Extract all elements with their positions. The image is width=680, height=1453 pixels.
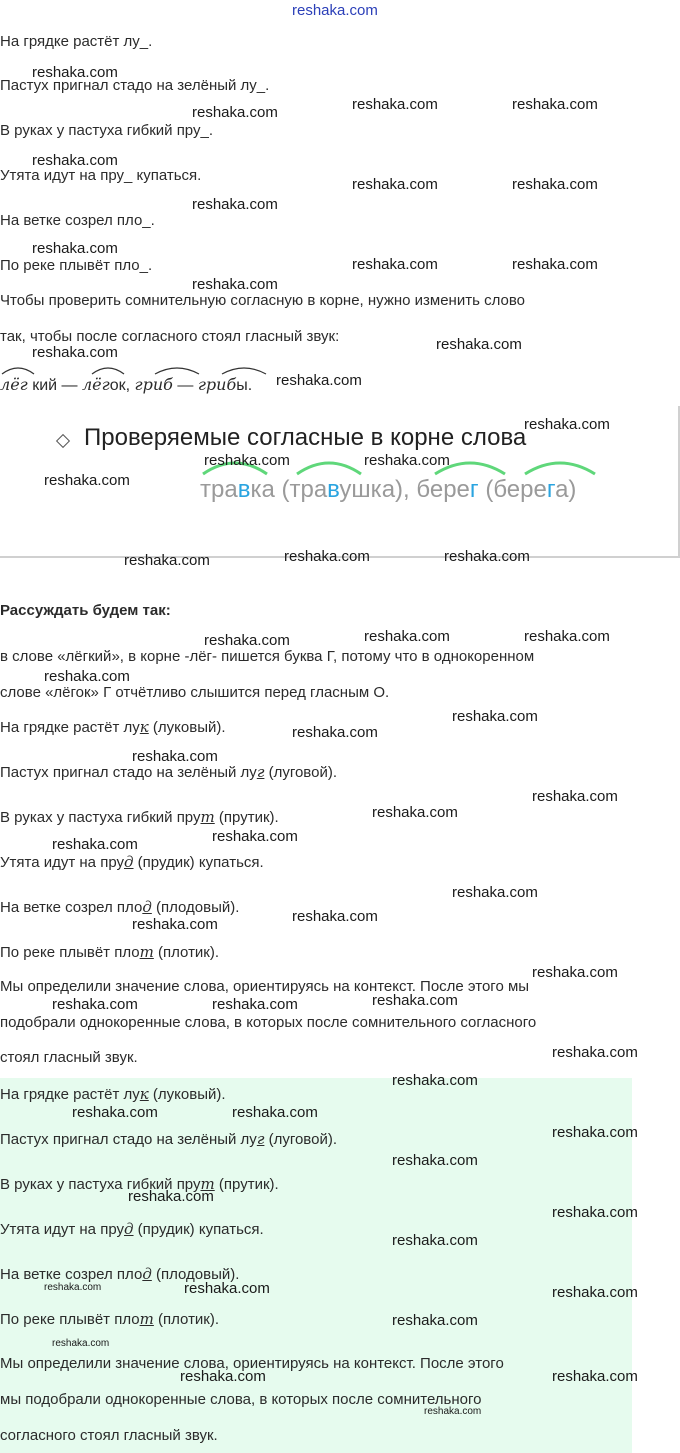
answer-line: В руках у пастуха гибкий прут (прутик).: [0, 1175, 279, 1193]
watermark: reshaka.com: [212, 996, 298, 1013]
answer-letter: т: [139, 943, 154, 961]
watermark: reshaka.com: [52, 1338, 110, 1349]
answer-letter: д: [124, 1220, 134, 1238]
answer-line: Пастух пригнал стадо на зелёный луг (луговой).: [0, 763, 337, 781]
watermark: reshaka.com: [524, 628, 610, 645]
answer-letter: к: [139, 718, 149, 736]
watermark: reshaka.com: [392, 1232, 478, 1249]
reasoning-text: в слове «лёгкий», в корне -лёг- пишется буква Г, потому что в однокоренном: [0, 648, 535, 665]
example-word: лёг: [81, 375, 110, 394]
watermark: reshaka.com: [552, 1204, 638, 1221]
reasoning-heading: Рассуждать будем так:: [0, 602, 171, 619]
watermark: reshaka.com: [552, 1368, 638, 1385]
exercise-line: В руках у пастуха гибкий пру_.: [0, 122, 213, 139]
answer-letter: т: [200, 1175, 215, 1193]
example-part: тра: [200, 476, 238, 503]
watermark: reshaka.com: [284, 548, 370, 565]
root-arc: [0, 362, 300, 376]
example-part: (бере: [478, 476, 547, 503]
site-header[interactable]: reshaka.com: [292, 2, 378, 19]
watermark: reshaka.com: [532, 788, 618, 805]
watermark: reshaka.com: [552, 1284, 638, 1301]
watermark: reshaka.com: [204, 632, 290, 649]
answer-line: Пастух пригнал стадо на зелёный луг (луговой).: [0, 1130, 337, 1148]
watermark: reshaka.com: [452, 884, 538, 901]
answer-line: На ветке созрел плод (плодовый).: [0, 1265, 240, 1283]
conclusion-text: подобрали однокоренные слова, в которых после сомнительного согласного: [0, 1014, 537, 1031]
watermark: reshaka.com: [32, 240, 118, 257]
watermark: reshaka.com: [352, 256, 438, 273]
example-rest: ок,: [109, 377, 131, 394]
watermark: reshaka.com: [552, 1044, 638, 1061]
exercise-line: По реке плывёт пло_.: [0, 257, 153, 274]
example-line: [0, 375, 252, 396]
example-word: гриб: [197, 375, 237, 394]
watermark: reshaka.com: [132, 748, 218, 765]
watermark: reshaka.com: [192, 104, 278, 121]
watermark: reshaka.com: [204, 452, 290, 469]
watermark: reshaka.com: [212, 828, 298, 845]
answer-line: На ветке созрел плод (плодовый).: [0, 898, 240, 916]
watermark: reshaka.com: [192, 196, 278, 213]
watermark: reshaka.com: [44, 1282, 102, 1293]
answer-letter: д: [142, 1265, 152, 1283]
watermark: reshaka.com: [192, 276, 278, 293]
conclusion-text: стоял гласный звук.: [0, 1049, 138, 1066]
watermark: reshaka.com: [32, 344, 118, 361]
conclusion-text: Мы определили значение слова, ориентируясь на контекст. После этого мы: [0, 978, 530, 995]
watermark: reshaka.com: [372, 992, 458, 1009]
exercise-line: На грядке растёт лу_.: [0, 33, 153, 50]
watermark: reshaka.com: [512, 176, 598, 193]
watermark: reshaka.com: [364, 628, 450, 645]
answer-letter: т: [200, 808, 215, 826]
watermark: reshaka.com: [424, 1406, 482, 1417]
example-part: ка (тра: [250, 476, 328, 503]
watermark: reshaka.com: [276, 372, 362, 389]
watermark: reshaka.com: [52, 996, 138, 1013]
answer-letter: к: [139, 1085, 149, 1103]
watermark: reshaka.com: [392, 1312, 478, 1329]
watermark: reshaka.com: [132, 916, 218, 933]
watermark: reshaka.com: [392, 1072, 478, 1089]
watermark: reshaka.com: [32, 152, 118, 169]
watermark: reshaka.com: [128, 1188, 214, 1205]
watermark: reshaka.com: [124, 552, 210, 569]
answer-letter: г: [256, 763, 265, 781]
watermark: reshaka.com: [352, 176, 438, 193]
watermark: reshaka.com: [444, 548, 530, 565]
watermark: reshaka.com: [512, 256, 598, 273]
example-word: гриб: [134, 375, 173, 394]
answer-letter: т: [139, 1310, 154, 1328]
answer-line: На грядке растёт лук (луковый).: [0, 718, 226, 736]
example-rest: ы.: [236, 377, 253, 394]
answer-line: Утята идут на пруд (прудик) купаться.: [0, 853, 264, 871]
watermark: reshaka.com: [44, 472, 130, 489]
example-part: ушка), бере: [339, 476, 470, 503]
example-word: лёг: [0, 375, 28, 394]
watermark: reshaka.com: [372, 804, 458, 821]
watermark: reshaka.com: [352, 96, 438, 113]
example-accent: г: [546, 476, 556, 503]
watermark: reshaka.com: [524, 416, 610, 433]
answer-letter: г: [256, 1130, 265, 1148]
example-accent: в: [237, 476, 251, 503]
watermark: reshaka.com: [552, 1124, 638, 1141]
answer-line: В руках у пастуха гибкий прут (прутик).: [0, 808, 279, 826]
reasoning-text: слове «лёгок» Г отчётливо слышится перед гласным О.: [0, 684, 390, 701]
answer-line: По реке плывёт плот (плотик).: [0, 1310, 220, 1328]
watermark: reshaka.com: [180, 1368, 266, 1385]
example-part: а): [555, 476, 577, 503]
exercise-line: На ветке созрел пло_.: [0, 212, 155, 229]
answer-letter: д: [124, 853, 134, 871]
answer-line: По реке плывёт плот (плотик).: [0, 943, 220, 961]
answer-line: На грядке растёт лук (луковый).: [0, 1085, 226, 1103]
watermark: reshaka.com: [292, 724, 378, 741]
watermark: reshaka.com: [72, 1104, 158, 1121]
watermark: reshaka.com: [32, 64, 118, 81]
rule-card-example: [200, 476, 576, 504]
watermark: reshaka.com: [232, 1104, 318, 1121]
watermark: reshaka.com: [532, 964, 618, 981]
example-dash: —: [177, 377, 194, 394]
conclusion-text: Мы определили значение слова, ориентируясь на контекст. После этого: [0, 1355, 504, 1372]
example-accent: г: [469, 476, 479, 503]
conclusion-text: мы подобрали однокоренные слова, в которых после сомнительного: [0, 1391, 482, 1408]
watermark: reshaka.com: [392, 1152, 478, 1169]
rule-text: Чтобы проверить сомнительную согласную в корне, нужно изменить слово: [0, 292, 525, 309]
rule-card-title: Проверяемые согласные в корне слова: [84, 424, 527, 451]
example-rest: кий —: [32, 377, 78, 394]
exercise-line: Утята идут на пру_ купаться.: [0, 167, 202, 184]
answer-letter: д: [142, 898, 152, 916]
watermark: reshaka.com: [436, 336, 522, 353]
answer-line: Утята идут на пруд (прудик) купаться.: [0, 1220, 264, 1238]
rule-text: так, чтобы после согласного стоял гласный звук:: [0, 328, 340, 345]
watermark: reshaka.com: [44, 668, 130, 685]
exercise-line: Пастух пригнал стадо на зелёный лу_.: [0, 77, 270, 94]
watermark: reshaka.com: [452, 708, 538, 725]
watermark: reshaka.com: [184, 1280, 270, 1297]
watermark: reshaka.com: [364, 452, 450, 469]
watermark: reshaka.com: [512, 96, 598, 113]
watermark: reshaka.com: [292, 908, 378, 925]
example-accent: в: [327, 476, 340, 503]
conclusion-text: согласного стоял гласный звук.: [0, 1427, 218, 1444]
watermark: reshaka.com: [52, 836, 138, 853]
